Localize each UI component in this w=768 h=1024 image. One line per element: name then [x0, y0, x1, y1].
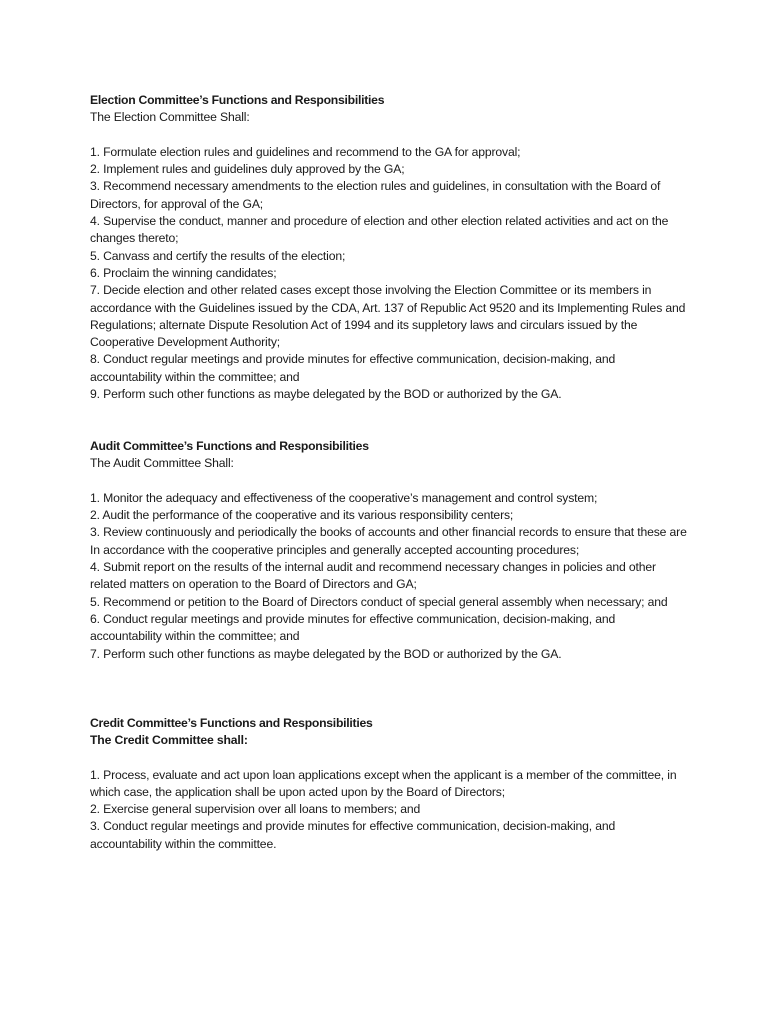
audit-committee-section	[90, 438, 688, 663]
list-item: 5. Recommend or petition to the Board of Directors conduct of special general assembly when necessary; and	[90, 594, 668, 609]
list-item: 4. Submit report on the results of the internal audit and recommend necessary changes in policies and other related matters on operation to the Board of Directors and GA;	[90, 560, 656, 592]
section-heading: Credit Committee’s Functions and Responsibilities	[90, 715, 373, 730]
list-item: 7. Decide election and other related cases except those involving the Election Committee or its members in accordance with the Guidelines issued by the CDA, Art. 137 of Republic Act 9520 and its Implementing Rules and Regulations; alternate Dispute Resolution Act of 1994 and its suppletory laws and circulars issued by the Cooperative Development Authority;	[90, 283, 686, 350]
list-item: 6. Proclaim the winning candidates;	[90, 265, 277, 280]
list-item: 1. Process, evaluate and act upon loan applications except when the applicant is a member of the committee, in which case, the application shall be upon acted upon by the Board of Directors;	[90, 767, 677, 799]
responsibilities-list	[90, 490, 688, 663]
list-item: 2. Exercise general supervision over all loans to members; and	[90, 802, 421, 817]
responsibilities-list	[90, 767, 688, 853]
list-item: 4. Supervise the conduct, manner and procedure of election and other election related activities and act on the changes thereto;	[90, 214, 669, 246]
list-item: 2. Audit the performance of the cooperative and its various responsibility centers;	[90, 508, 514, 523]
section-intro: The Audit Committee Shall:	[90, 456, 234, 471]
list-item: 1. Formulate election rules and guidelines and recommend to the GA for approval;	[90, 144, 521, 159]
list-item: 5. Canvass and certify the results of the election;	[90, 248, 346, 263]
list-item: 8. Conduct regular meetings and provide minutes for effective communication, decision-making, and accountability within the committee; and	[90, 352, 616, 384]
section-heading: Audit Committee’s Functions and Responsibilities	[90, 438, 369, 453]
list-item: 1. Monitor the adequacy and effectiveness of the cooperative’s management and control system;	[90, 490, 598, 505]
list-item: 3. Conduct regular meetings and provide minutes for effective communication, decision-making, and accountability within the committee.	[90, 819, 616, 851]
list-item: 2. Implement rules and guidelines duly approved by the GA;	[90, 162, 405, 177]
responsibilities-list	[90, 144, 688, 403]
section-heading: Election Committee’s Functions and Responsibilities	[90, 93, 385, 107]
section-spacer	[90, 403, 688, 438]
list-item: 9. Perform such other functions as maybe delegated by the BOD or authorized by the GA.	[90, 387, 562, 402]
list-item: 3. Review continuously and periodically the books of accounts and other financial records to ensure that these are In accordance with the cooperative principles and generally accepted accounting procedures;	[90, 525, 687, 557]
document-body	[90, 92, 688, 853]
section-intro: The Credit Committee shall:	[90, 732, 248, 747]
list-item: 3. Recommend necessary amendments to the election rules and guidelines, in consultation with the Board of Directors, for approval of the GA;	[90, 179, 661, 211]
section-spacer	[90, 663, 688, 715]
credit-committee-section	[90, 715, 688, 853]
election-committee-section	[90, 92, 688, 403]
section-intro: The Election Committee Shall:	[90, 110, 250, 125]
list-item: 6. Conduct regular meetings and provide minutes for effective communication, decision-making, and accountability within the committee; and	[90, 611, 616, 644]
list-item: 7. Perform such other functions as maybe delegated by the BOD or authorized by the GA.	[90, 646, 562, 661]
